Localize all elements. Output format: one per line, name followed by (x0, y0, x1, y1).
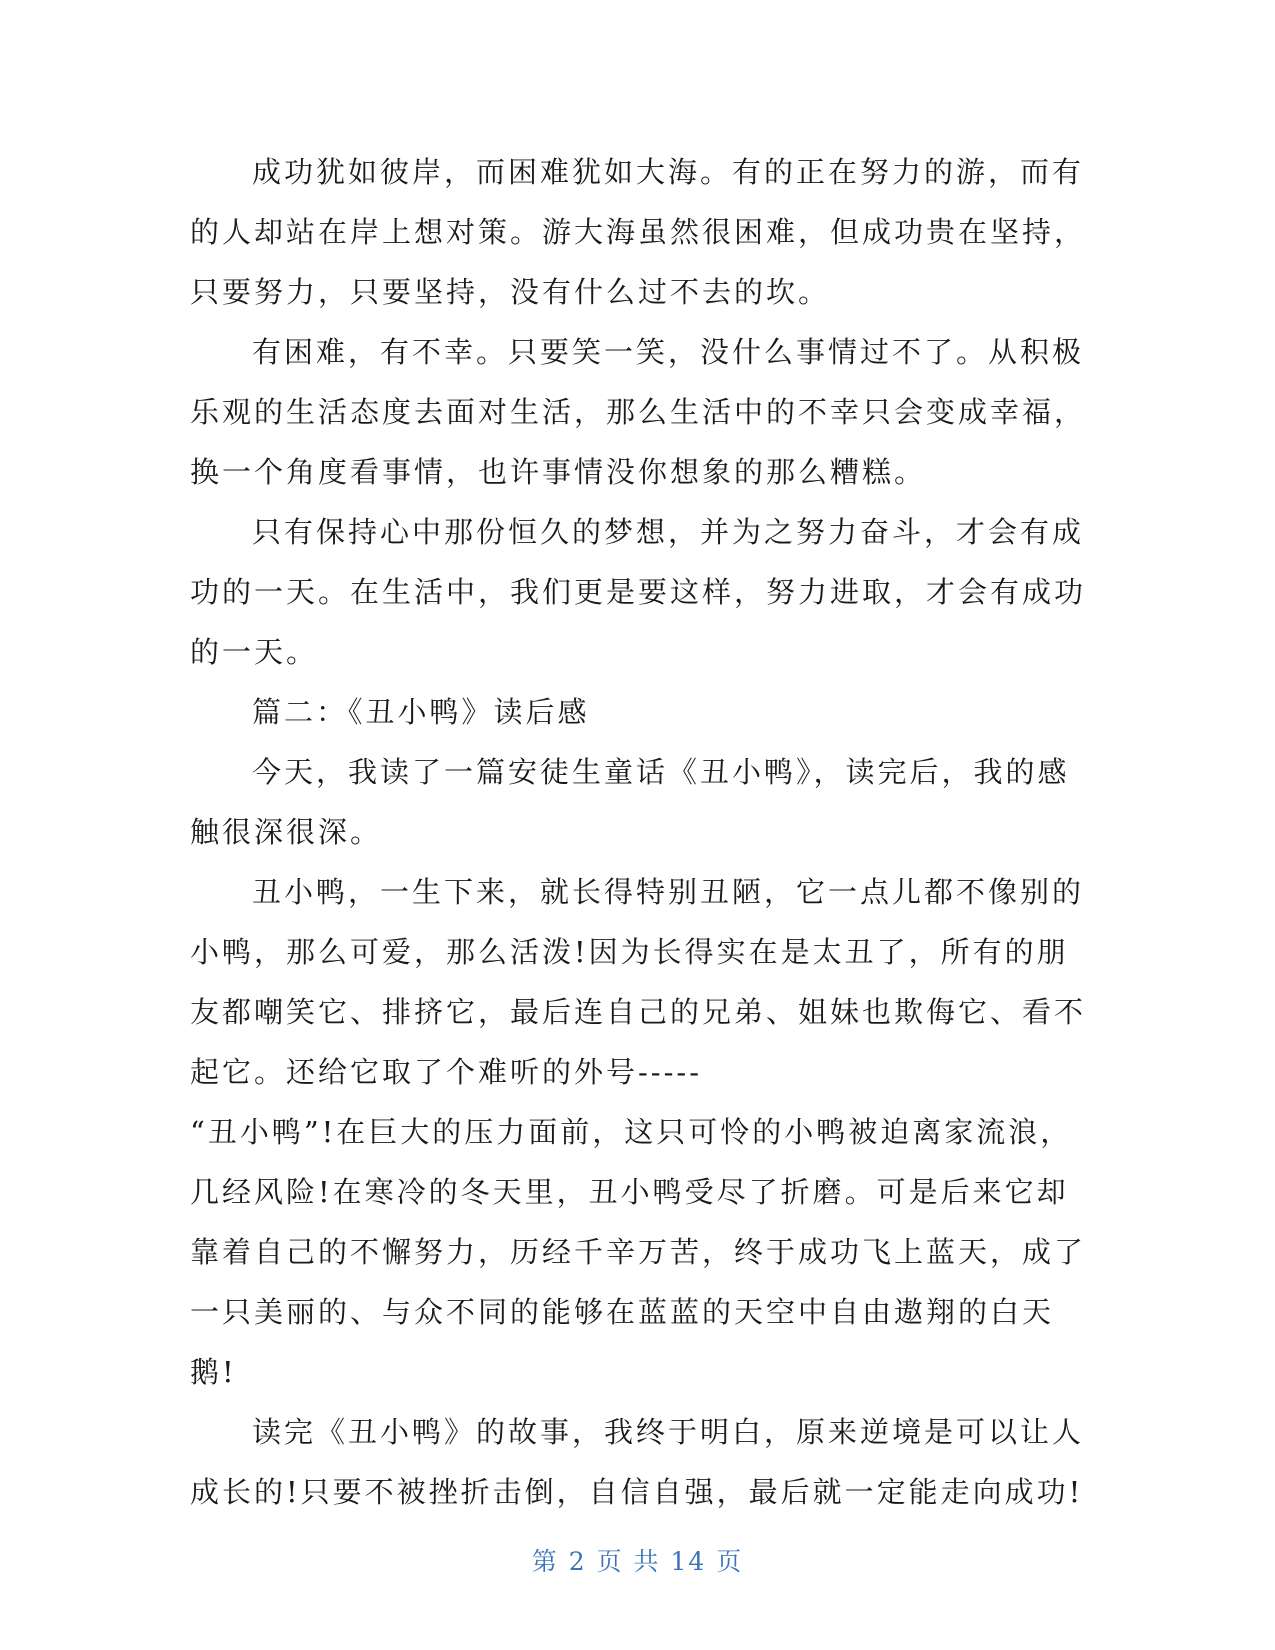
paragraph: 读完《丑小鸭》的故事，我终于明白，原来逆境是可以让人成长的!只要不被挫折击倒，自信自强，最后就一定能走向成功! (190, 1415, 1085, 1509)
paragraph: 成功犹如彼岸，而困难犹如大海。有的正在努力的游，而有的人却站在岸上想对策。游大海虽然很困难，但成功贵在坚持，只要努力，只要坚持，没有什么过不去的坎。 (190, 155, 1087, 309)
paragraph: 有困难，有不幸。只要笑一笑，没什么事情过不了。从积极乐观的生活态度去面对生活，那么生活中的不幸只会变成幸福，换一个角度看事情，也许事情没你想象的那么糟糕。 (190, 335, 1087, 489)
paragraph: 今天，我读了一篇安徒生童话《丑小鸭》，读完后，我的感触很深很深。 (190, 755, 1070, 849)
paragraph: 只有保持心中那份恒久的梦想，并为之努力奋斗，才会有成功的一天。在生活中，我们更是要这样，努力进取，才会有成功的一天。 (190, 515, 1087, 669)
paragraph: 丑小鸭，一生下来，就长得特别丑陋，它一点儿都不像别的小鸭，那么可爱，那么活泼!因为长得实在是太丑了，所有的朋友都嘲笑它、排挤它，最后连自己的兄弟、姐妹也欺侮它、看不起它。还给它取了个难听的外号----- (190, 875, 1087, 1089)
document-body (190, 142, 1090, 1522)
section-heading: 篇二：《丑小鸭》读后感 (252, 695, 590, 729)
paragraph: “丑小鸭”!在巨大的压力面前，这只可怜的小鸭被迫离家流浪，几经风险!在寒冷的冬天里，丑小鸭受尽了折磨。可是后来它却靠着自己的不懈努力，历经千辛万苦，终于成功飞上蓝天，成了一只美丽的、与众不同的能够在蓝蓝的天空中自由遨翔的白天鹅! (190, 1115, 1087, 1389)
page-number-footer: 第 2 页 共 14 页 (531, 1547, 744, 1576)
